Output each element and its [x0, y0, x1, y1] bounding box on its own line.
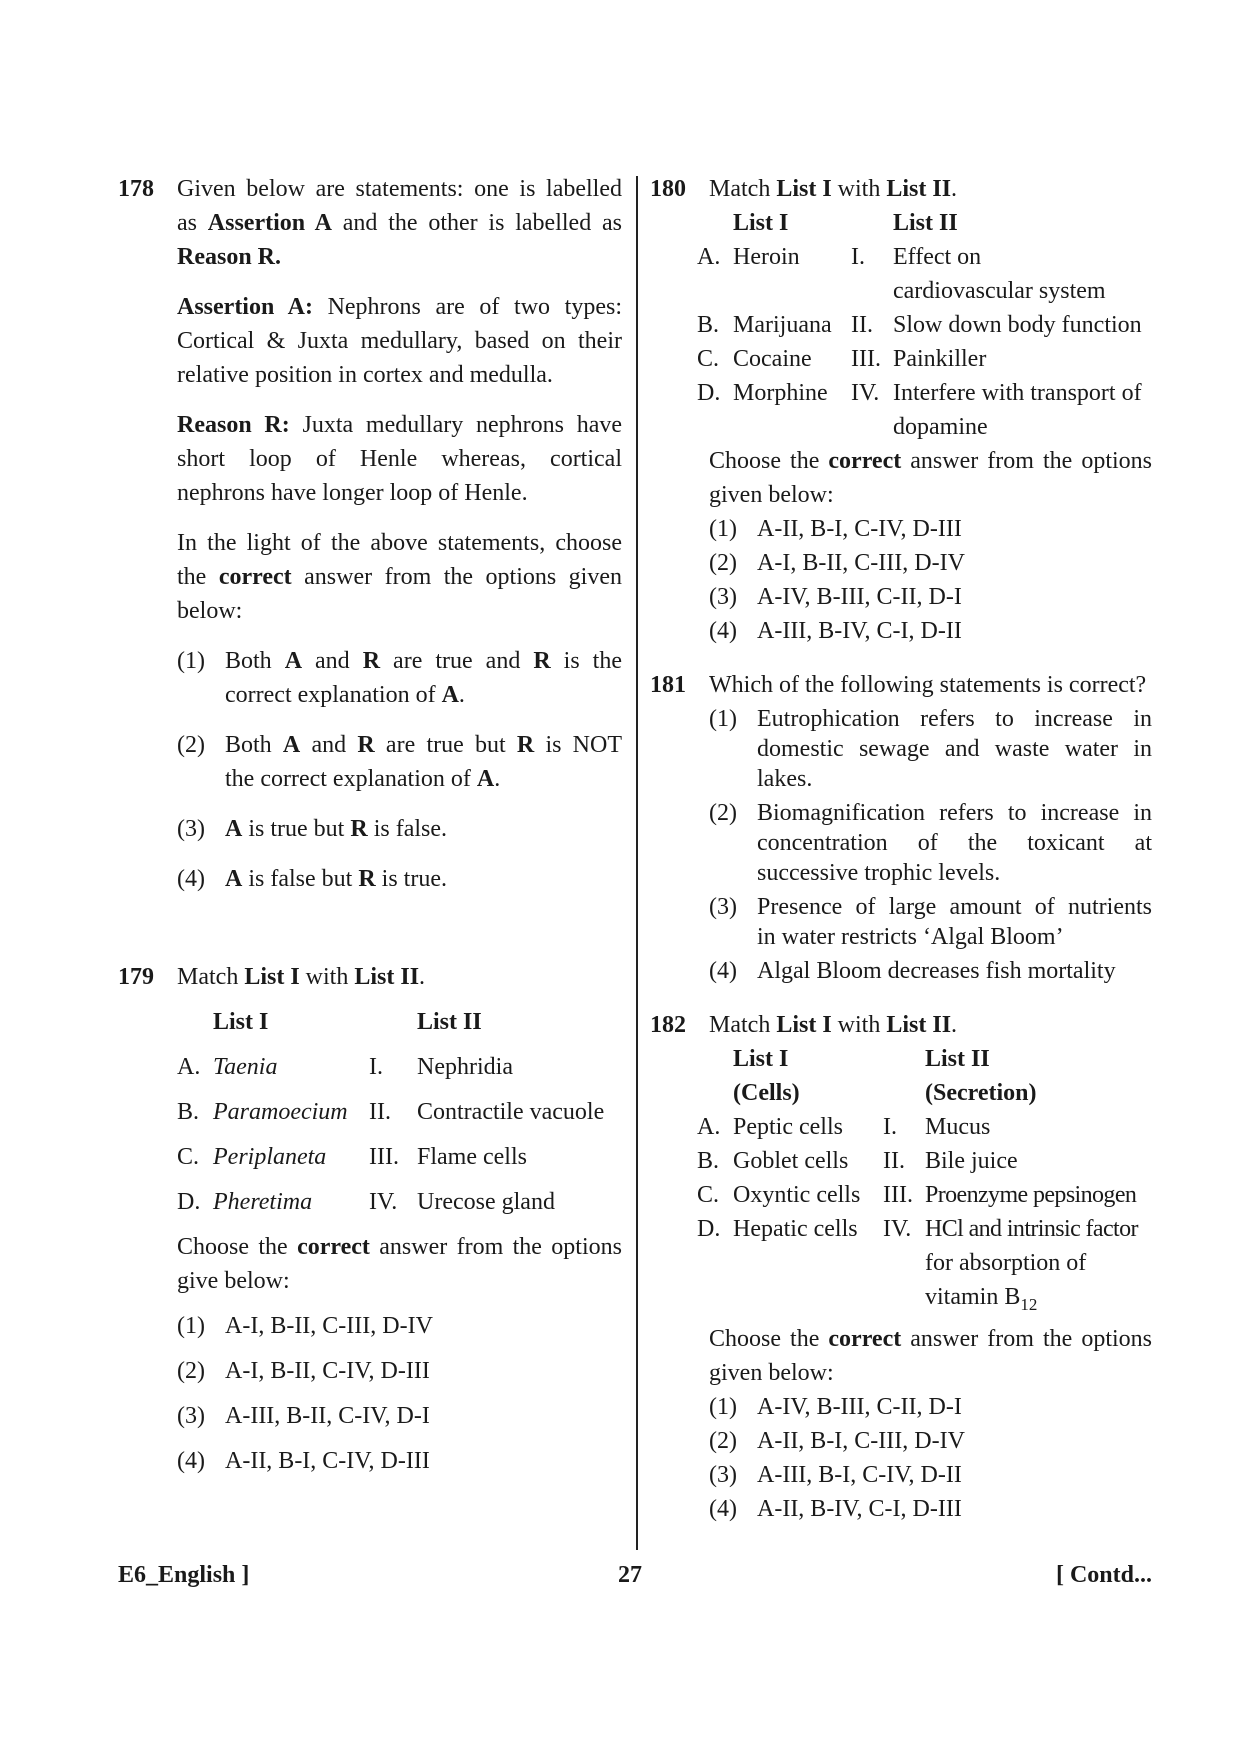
text: is the [550, 648, 623, 674]
row-letter: C. [177, 1144, 200, 1170]
option-number: (1) [709, 1393, 737, 1420]
row-roman: IV. [851, 380, 880, 406]
option-number: (3) [177, 1403, 205, 1429]
bold-text: R [357, 732, 375, 758]
bold-text: correct [218, 564, 292, 590]
page-footer [118, 1558, 1152, 1592]
question-text [709, 1008, 1152, 1042]
column-divider [636, 176, 638, 1550]
reason [177, 408, 622, 510]
row-letter: D. [697, 380, 721, 406]
instruction [709, 1322, 1152, 1390]
bold-text: R [358, 866, 376, 892]
option-text: A-II, B-I, C-III, D-IV [757, 1427, 965, 1454]
option-number: (2) [709, 800, 737, 826]
instruction-line [709, 1322, 1152, 1356]
row-letter: D. [697, 1216, 721, 1242]
row-roman: II. [851, 312, 873, 338]
option-text: A-II, B-IV, C-I, D-III [757, 1495, 962, 1522]
text: in water restricts ‘Algal Bloom’ [757, 924, 1064, 950]
question-number: 182 [650, 1012, 686, 1038]
answer-option[interactable] [709, 1492, 1152, 1526]
list-1-item: Pheretima [213, 1189, 313, 1215]
assertion-line [177, 290, 622, 324]
answer-option[interactable] [709, 704, 1152, 794]
text: answer from the options [369, 1234, 622, 1260]
spacer [883, 1042, 925, 1076]
text: concentration of the toxicant at [757, 830, 1152, 856]
list-1-item: Peptic cells [733, 1114, 843, 1140]
bold-text: List II [354, 964, 420, 990]
question-number: 181 [650, 672, 686, 698]
list-2-item: Flame cells [417, 1144, 527, 1170]
option-number: (4) [709, 958, 737, 984]
match-row [697, 240, 1152, 308]
question-text [177, 172, 622, 206]
list-1-subheading: (Cells) [733, 1080, 800, 1106]
list-1-item: Hepatic cells [733, 1216, 858, 1242]
row-roman: II. [369, 1099, 391, 1125]
text: is true but [242, 816, 351, 842]
text: lakes. [757, 766, 813, 792]
question-number: 179 [118, 964, 154, 990]
text: give below: [177, 1268, 290, 1294]
text: nephrons have longer loop of Henle. [177, 480, 528, 506]
text: Choose the [177, 1234, 298, 1260]
text: answer from the options [901, 448, 1152, 474]
answer-option[interactable] [709, 1390, 1152, 1424]
text: Cortical & Juxta medullary, based on their [177, 328, 622, 354]
option-line [757, 764, 1152, 794]
match-row [177, 1050, 622, 1084]
text: and [302, 648, 363, 674]
bold-text: R [350, 816, 368, 842]
list-1-item: Taenia [213, 1054, 278, 1080]
bold-text: List II [886, 176, 952, 202]
row-letter: A. [697, 244, 721, 270]
answer-option[interactable] [177, 1399, 622, 1433]
text: are true and [380, 648, 534, 674]
bold-text: List I [776, 176, 832, 202]
answer-option[interactable] [177, 1309, 622, 1343]
bold-text: correct [828, 448, 902, 474]
spacer [697, 1042, 733, 1076]
row-roman: III. [883, 1182, 913, 1208]
list-1-heading: List I [733, 210, 789, 236]
list-1-heading: List I [733, 1046, 789, 1072]
question-number: 178 [118, 176, 154, 202]
option-number: (2) [709, 1427, 737, 1454]
option-text: A-II, B-I, C-IV, D-III [225, 1448, 430, 1474]
row-letter: C. [697, 1182, 720, 1208]
question-182 [650, 1008, 1152, 1526]
option-line [757, 956, 1152, 986]
text: below: [177, 598, 243, 624]
text: with [831, 1012, 887, 1038]
match-table [177, 1005, 622, 1219]
text: dopamine [893, 414, 988, 440]
option-number: (3) [709, 1461, 737, 1488]
question-180 [650, 172, 1152, 648]
answer-option[interactable] [709, 798, 1152, 888]
instruction [177, 526, 622, 628]
row-letter: D. [177, 1189, 201, 1215]
answer-option[interactable] [177, 1444, 622, 1478]
match-row [177, 1140, 622, 1174]
instruction [709, 444, 1152, 512]
question-text [709, 172, 1152, 206]
answer-option[interactable] [709, 892, 1152, 952]
list-1-item: Heroin [733, 244, 800, 270]
option-line [757, 704, 1152, 734]
option-line [757, 858, 1152, 888]
assertion-line [177, 358, 622, 392]
answer-option[interactable] [177, 862, 622, 896]
list-2-item: Contractile vacuole [417, 1099, 605, 1125]
question-178 [118, 172, 622, 896]
option-line [225, 728, 622, 762]
bold-text: A [476, 766, 495, 792]
row-letter: A. [177, 1054, 201, 1080]
bold-text: Reason R. [177, 244, 282, 270]
bold-text: correct [297, 1234, 370, 1260]
text: . [951, 1012, 958, 1038]
text: . [458, 682, 465, 708]
text: Choose the [709, 1325, 829, 1352]
reason-line [177, 408, 622, 442]
option-text: A-III, B-IV, C-I, D-II [757, 618, 962, 644]
option-number: (3) [709, 584, 737, 610]
bold-text: R [362, 648, 381, 674]
option-number: (1) [177, 648, 205, 674]
text: answer from the options given [291, 564, 622, 590]
option-text: A-III, B-I, C-IV, D-II [757, 1461, 962, 1488]
row-roman: IV. [883, 1216, 912, 1242]
text: In the light of the above statements, choose [177, 530, 622, 556]
match-row [697, 342, 1152, 376]
match-table-header [697, 206, 1152, 240]
text: with [299, 964, 355, 990]
text: and [300, 732, 358, 758]
bold-text: correct [828, 1325, 902, 1352]
option-text: A-I, B-II, C-III, D-IV [757, 550, 965, 576]
list-1-item: Paramoecium [213, 1099, 348, 1125]
row-letter: A. [697, 1114, 721, 1140]
text: is true. [375, 866, 447, 892]
match-table [697, 206, 1152, 444]
match-table-header [177, 1005, 622, 1039]
answer-option[interactable] [709, 1458, 1152, 1492]
list-1-heading: List I [213, 1009, 269, 1035]
option-line [757, 734, 1152, 764]
text: is false but [242, 866, 359, 892]
instruction-line [709, 478, 1152, 512]
list-1-item: Cocaine [733, 346, 812, 372]
text: Algal Bloom decreases fish mortality [757, 958, 1116, 984]
text: Given below are statements: one is labelled [177, 176, 622, 202]
text: domestic sewage and waste water in [757, 736, 1152, 762]
row-roman: III. [369, 1144, 399, 1170]
text: Match [177, 964, 245, 990]
list-2-item: Proenzyme pepsinogen [925, 1182, 1137, 1208]
row-roman: I. [369, 1054, 383, 1080]
text: the correct explanation of [225, 766, 477, 792]
option-number: (3) [709, 894, 737, 920]
option-number: (4) [709, 618, 737, 644]
text: is NOT [534, 732, 622, 758]
text: Match [709, 1012, 777, 1038]
bold-text: A [225, 866, 243, 892]
text: correct explanation of [225, 682, 442, 708]
answer-option[interactable] [709, 956, 1152, 986]
question-text [177, 960, 622, 994]
text: . [419, 964, 426, 990]
row-letter: B. [697, 1148, 720, 1174]
match-table-subheader [697, 1076, 1152, 1110]
option-number: (2) [709, 550, 737, 576]
text: and the other is labelled as [331, 210, 622, 236]
text: . [951, 176, 958, 202]
list-2-item [893, 240, 1152, 308]
instruction-line [177, 1230, 622, 1264]
text: Match [709, 176, 777, 202]
text: Choose the [709, 448, 829, 474]
option-number: (2) [177, 1358, 205, 1384]
text: given below: [709, 482, 834, 508]
text: answer from the options [901, 1325, 1152, 1352]
match-row [177, 1185, 622, 1219]
row-letter: C. [697, 346, 720, 372]
row-letter: B. [697, 312, 720, 338]
option-line [225, 644, 622, 678]
spacer [883, 1076, 925, 1110]
text: Both [225, 648, 285, 674]
reason-label: Reason R: [177, 412, 290, 438]
text: Juxta medullary nephrons have [289, 412, 622, 438]
option-line [757, 828, 1152, 858]
option-line [757, 892, 1152, 922]
reason-line [177, 442, 622, 476]
list-2-item: Mucus [925, 1114, 991, 1140]
list-2-item [893, 376, 1152, 444]
match-table-header [697, 1042, 1152, 1076]
answer-option[interactable] [709, 580, 1152, 614]
answer-option[interactable] [177, 1354, 622, 1388]
answer-option[interactable] [709, 546, 1152, 580]
option-number: (4) [177, 1448, 205, 1474]
match-row [697, 308, 1152, 342]
answer-option[interactable] [177, 728, 622, 796]
bold-text: R [516, 732, 535, 758]
option-line [225, 862, 622, 896]
page-number: 27 [618, 1562, 642, 1588]
list-1-item: Oxyntic cells [733, 1182, 861, 1208]
question-text [709, 670, 1152, 700]
list-2-item: Nephridia [417, 1054, 513, 1080]
option-text: A-II, B-I, C-IV, D-III [757, 516, 962, 542]
bold-text: Assertion A [207, 210, 332, 236]
booklet-code: E6_English ] [118, 1562, 250, 1588]
option-text: A-I, B-II, C-IV, D-III [225, 1358, 430, 1384]
option-number: (2) [177, 732, 205, 758]
row-roman: I. [883, 1114, 897, 1140]
list-2-item [925, 1212, 1152, 1322]
text: successive trophic levels. [757, 860, 1001, 886]
question-text [177, 240, 622, 274]
option-number: (4) [709, 1495, 737, 1522]
text: the [177, 564, 219, 590]
spacer [177, 1005, 213, 1039]
match-row [697, 1110, 1152, 1144]
list-2-item: Slow down body function [893, 312, 1142, 338]
instruction-line [177, 1264, 622, 1298]
instruction-line [177, 560, 622, 594]
text: HCl and intrinsic factor [925, 1216, 1138, 1242]
match-row [697, 1212, 1152, 1322]
option-number: (4) [177, 866, 205, 892]
option-line [757, 922, 1152, 952]
match-table [697, 1042, 1152, 1322]
answer-option[interactable] [709, 614, 1152, 648]
question-181 [650, 670, 1152, 986]
row-roman: I. [851, 244, 865, 270]
left-column [118, 172, 622, 1478]
row-letter: B. [177, 1099, 200, 1125]
option-text: A-IV, B-III, C-II, D-I [757, 584, 962, 610]
row-roman: II. [883, 1148, 905, 1174]
assertion-label: Assertion A: [177, 294, 313, 320]
spacer [369, 1005, 417, 1039]
assertion-line [177, 324, 622, 358]
option-line [225, 812, 622, 846]
text: for absorption of [925, 1250, 1087, 1276]
right-column [650, 172, 1152, 1526]
text: is false. [367, 816, 447, 842]
instruction-line [709, 1356, 1152, 1390]
bold-text: List I [776, 1012, 832, 1038]
option-text: A-III, B-II, C-IV, D-I [225, 1403, 430, 1429]
text: Presence of large amount of nutrients [757, 894, 1152, 920]
list-2-item: Urecose gland [417, 1189, 555, 1215]
bold-text: List II [886, 1012, 952, 1038]
instruction [177, 1230, 622, 1298]
text: with [831, 176, 887, 202]
list-2-heading: List II [893, 210, 958, 236]
reason-line [177, 476, 622, 510]
text: are true but [374, 732, 517, 758]
match-row [697, 1144, 1152, 1178]
text: short loop of Henle whereas, cortical [177, 446, 622, 472]
answer-option[interactable] [177, 812, 622, 846]
spacer [697, 206, 733, 240]
option-number: (1) [709, 706, 737, 732]
bold-text: A [225, 816, 243, 842]
instruction-line [177, 526, 622, 560]
option-line [225, 678, 622, 712]
option-line [757, 798, 1152, 828]
bold-text: R [533, 648, 551, 674]
continued-label: [ Contd... [1055, 1562, 1152, 1588]
answer-option[interactable] [177, 644, 622, 712]
option-number: (3) [177, 816, 205, 842]
option-line [225, 762, 622, 796]
spacer [851, 206, 893, 240]
option-text: A-I, B-II, C-III, D-IV [225, 1313, 433, 1339]
match-row [697, 376, 1152, 444]
match-row [697, 1178, 1152, 1212]
list-2-heading: List II [417, 1009, 482, 1035]
answer-option[interactable] [709, 512, 1152, 546]
text: Biomagnification refers to increase in [757, 800, 1152, 826]
option-number: (1) [709, 516, 737, 542]
text: Interfere with transport of [893, 380, 1142, 406]
bold-text: List I [244, 964, 300, 990]
list-2-item: Painkiller [893, 346, 987, 372]
text: Which of the following statements is correct? [709, 672, 1147, 698]
question-number: 180 [650, 176, 686, 202]
text: as [177, 210, 208, 236]
text: Effect on [893, 244, 982, 270]
instruction-line [177, 594, 622, 628]
text: Both [225, 732, 283, 758]
match-row [177, 1095, 622, 1129]
list-2-subheading: (Secretion) [925, 1080, 1037, 1106]
list-1-item: Morphine [733, 380, 828, 406]
bold-text: A [282, 732, 301, 758]
list-2-heading: List II [925, 1046, 990, 1072]
text: . [494, 766, 501, 792]
row-roman: III. [851, 346, 881, 372]
text: Nephrons are of two types: [312, 294, 622, 320]
option-number: (1) [177, 1313, 205, 1339]
bold-text: A [441, 682, 459, 708]
list-1-item: Periplaneta [213, 1144, 327, 1170]
question-text [177, 206, 622, 240]
answer-option[interactable] [709, 1424, 1152, 1458]
spacer [697, 1076, 733, 1110]
list-2-item: Bile juice [925, 1148, 1018, 1174]
instruction-line [709, 444, 1152, 478]
question-179 [118, 960, 622, 1478]
bold-text: A [284, 648, 303, 674]
assertion [177, 290, 622, 392]
row-roman: IV. [369, 1189, 398, 1215]
text: relative position in cortex and medulla. [177, 362, 553, 388]
text: given below: [709, 1359, 834, 1386]
list-1-item: Marijuana [733, 312, 832, 338]
subscript: 12 [1020, 1294, 1038, 1314]
option-text: A-IV, B-III, C-II, D-I [757, 1393, 962, 1420]
list-1-item: Goblet cells [733, 1148, 849, 1174]
text: Eutrophication refers to increase in [757, 706, 1152, 732]
text: vitamin B [925, 1284, 1021, 1310]
text: cardiovascular system [893, 278, 1106, 304]
